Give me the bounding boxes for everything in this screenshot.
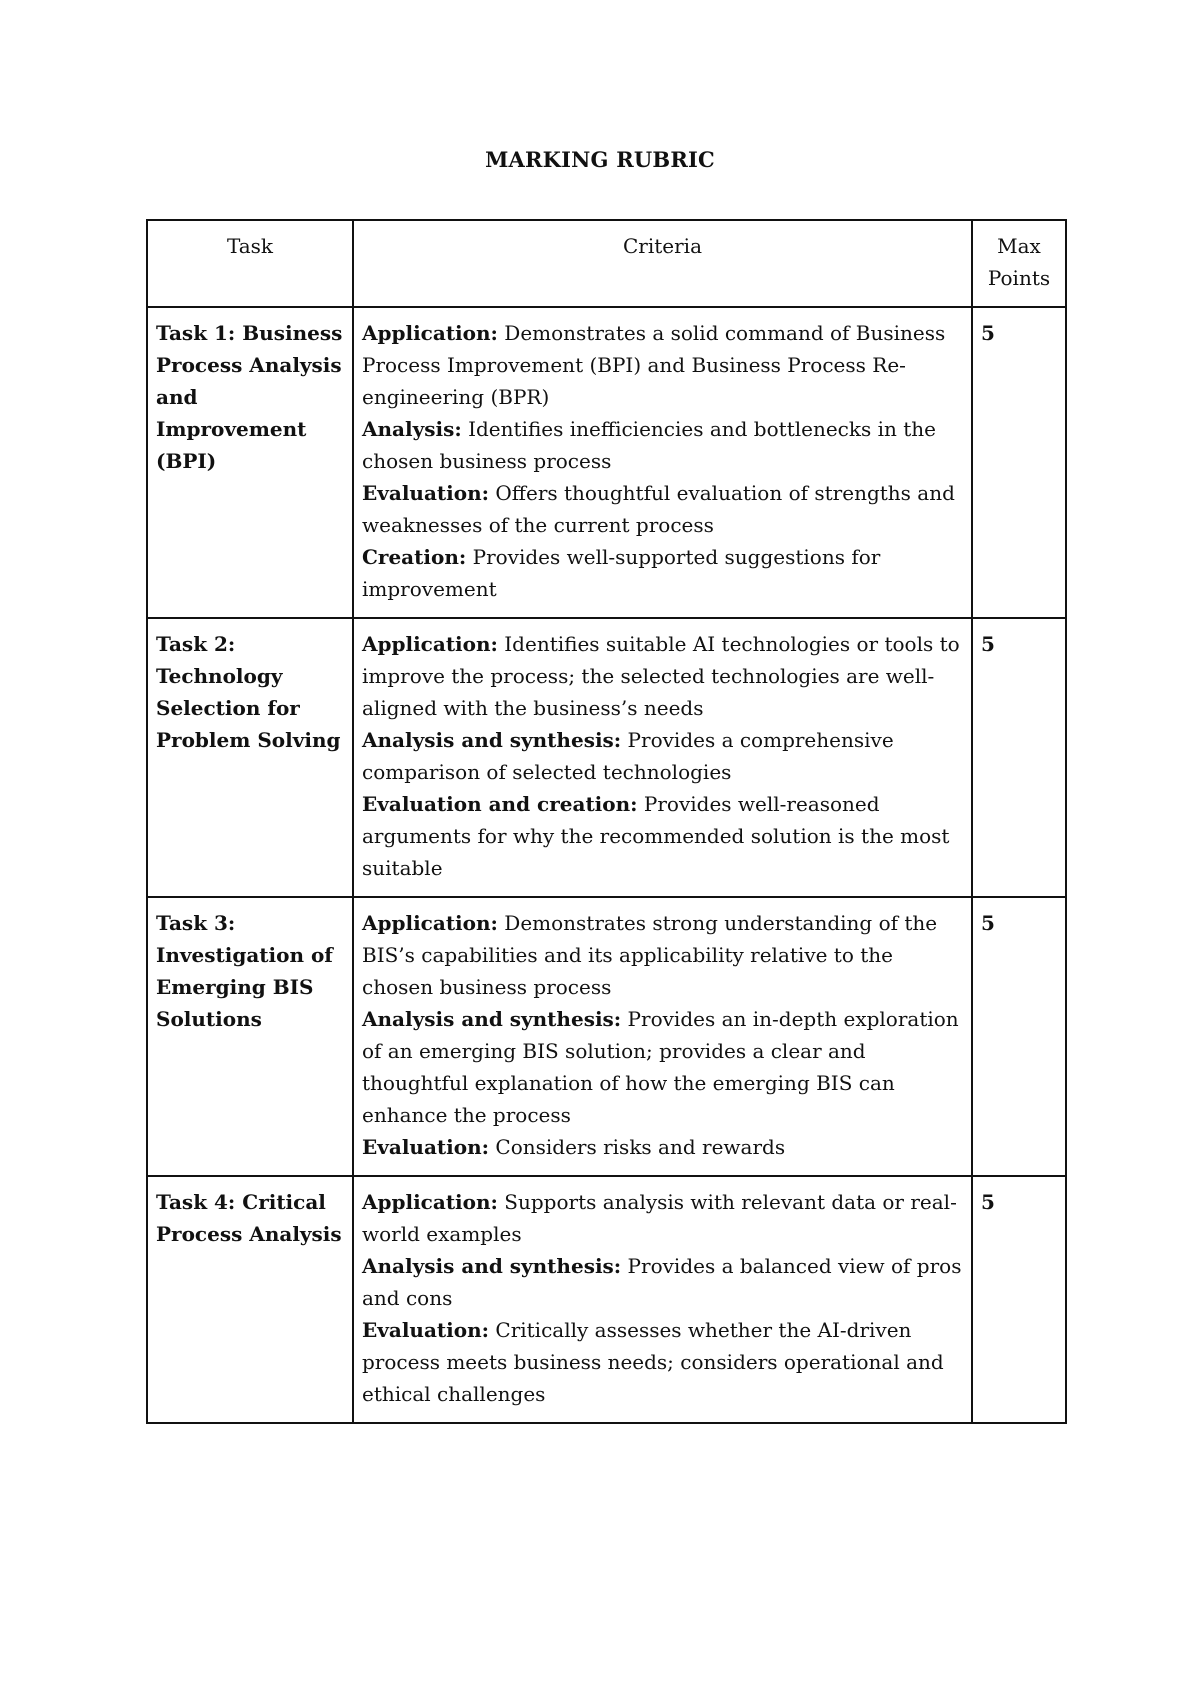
- table-row: [147, 897, 1066, 1176]
- points-cell: [972, 897, 1066, 1176]
- header-criteria: Criteria: [353, 220, 972, 307]
- points-cell: [972, 307, 1066, 618]
- criterion: [362, 1250, 963, 1314]
- criterion: [362, 1314, 963, 1410]
- criterion: [362, 1003, 963, 1131]
- max-points-value: 5: [981, 911, 995, 935]
- criterion-text: Identifies inefficiencies and bottlenecks in the chosen business process: [362, 417, 937, 473]
- task-name: Task 3: Investigation of Emerging BIS Solutions: [156, 911, 333, 1031]
- header-max-points: Max Points: [972, 220, 1066, 307]
- criterion-label: Application:: [362, 911, 498, 935]
- criterion-text: Provides an in-depth exploration of an emerging BIS solution; provides a clear and thoughtful explanation of how the emerging BIS can enhance the process: [362, 1007, 959, 1127]
- criterion-label: Evaluation:: [362, 1135, 490, 1159]
- task-cell: [147, 1176, 353, 1423]
- criterion: [362, 788, 963, 884]
- criterion: [362, 477, 963, 541]
- criterion-label: Evaluation and creation:: [362, 792, 638, 816]
- task-cell: [147, 897, 353, 1176]
- criterion: [362, 317, 963, 413]
- criterion-text: Critically assesses whether the AI-driven process meets business needs; considers operational and ethical challenges: [362, 1318, 944, 1406]
- criterion: [362, 628, 963, 724]
- criterion: [362, 907, 963, 1003]
- criterion-text: Provides well-supported suggestions for improvement: [362, 545, 881, 601]
- task-cell: [147, 307, 353, 618]
- points-cell: [972, 1176, 1066, 1423]
- criterion-text: Supports analysis with relevant data or real-world examples: [362, 1190, 957, 1246]
- criterion: [362, 1131, 963, 1163]
- table-row: [147, 307, 1066, 618]
- criterion-label: Analysis and synthesis:: [362, 1254, 622, 1278]
- table-row: [147, 618, 1066, 897]
- max-points-value: 5: [981, 1190, 995, 1214]
- criteria-cell: [353, 307, 972, 618]
- criterion: [362, 413, 963, 477]
- criterion-text: Offers thoughtful evaluation of strengths and weaknesses of the current process: [362, 481, 955, 537]
- criterion-text: Provides a balanced view of pros and cons: [362, 1254, 962, 1310]
- page-title: MARKING RUBRIC: [485, 147, 715, 172]
- criterion-label: Creation:: [362, 545, 467, 569]
- criterion-label: Analysis and synthesis:: [362, 728, 622, 752]
- task-cell: [147, 618, 353, 897]
- criterion-text: Identifies suitable AI technologies or tools to improve the process; the selected technologies are well-aligned with the business’s needs: [362, 632, 960, 720]
- criterion-label: Application:: [362, 321, 498, 345]
- max-points-value: 5: [981, 321, 995, 345]
- criterion-label: Evaluation:: [362, 481, 490, 505]
- header-row: [147, 220, 1066, 307]
- criterion: [362, 724, 963, 788]
- criterion-label: Evaluation:: [362, 1318, 490, 1342]
- criteria-cell: [353, 1176, 972, 1423]
- task-name: Task 1: Business Process Analysis and Improvement (BPI): [156, 321, 343, 473]
- criterion-text: Considers risks and rewards: [489, 1135, 786, 1159]
- table-row: [147, 1176, 1066, 1423]
- max-points-value: 5: [981, 632, 995, 656]
- header-task: Task: [147, 220, 353, 307]
- task-name: Task 2: Technology Selection for Problem Solving: [156, 632, 341, 752]
- criterion-text: Provides well-reasoned arguments for why the recommended solution is the most suitable: [362, 792, 950, 880]
- criterion-label: Application:: [362, 1190, 498, 1214]
- criterion: [362, 1186, 963, 1250]
- criterion-text: Provides a comprehensive comparison of selected technologies: [362, 728, 894, 784]
- criterion-label: Analysis and synthesis:: [362, 1007, 622, 1031]
- criteria-cell: [353, 897, 972, 1176]
- rubric-table: [146, 219, 1067, 1424]
- criterion-text: Demonstrates strong understanding of the BIS’s capabilities and its applicability relative to the chosen business process: [362, 911, 938, 999]
- criterion: [362, 541, 963, 605]
- criterion-text: Demonstrates a solid command of Business Process Improvement (BPI) and Business Process Re-engineering (BPR): [362, 321, 946, 409]
- criteria-cell: [353, 618, 972, 897]
- task-name: Task 4: Critical Process Analysis: [156, 1190, 342, 1246]
- points-cell: [972, 618, 1066, 897]
- criterion-label: Analysis:: [362, 417, 462, 441]
- criterion-label: Application:: [362, 632, 498, 656]
